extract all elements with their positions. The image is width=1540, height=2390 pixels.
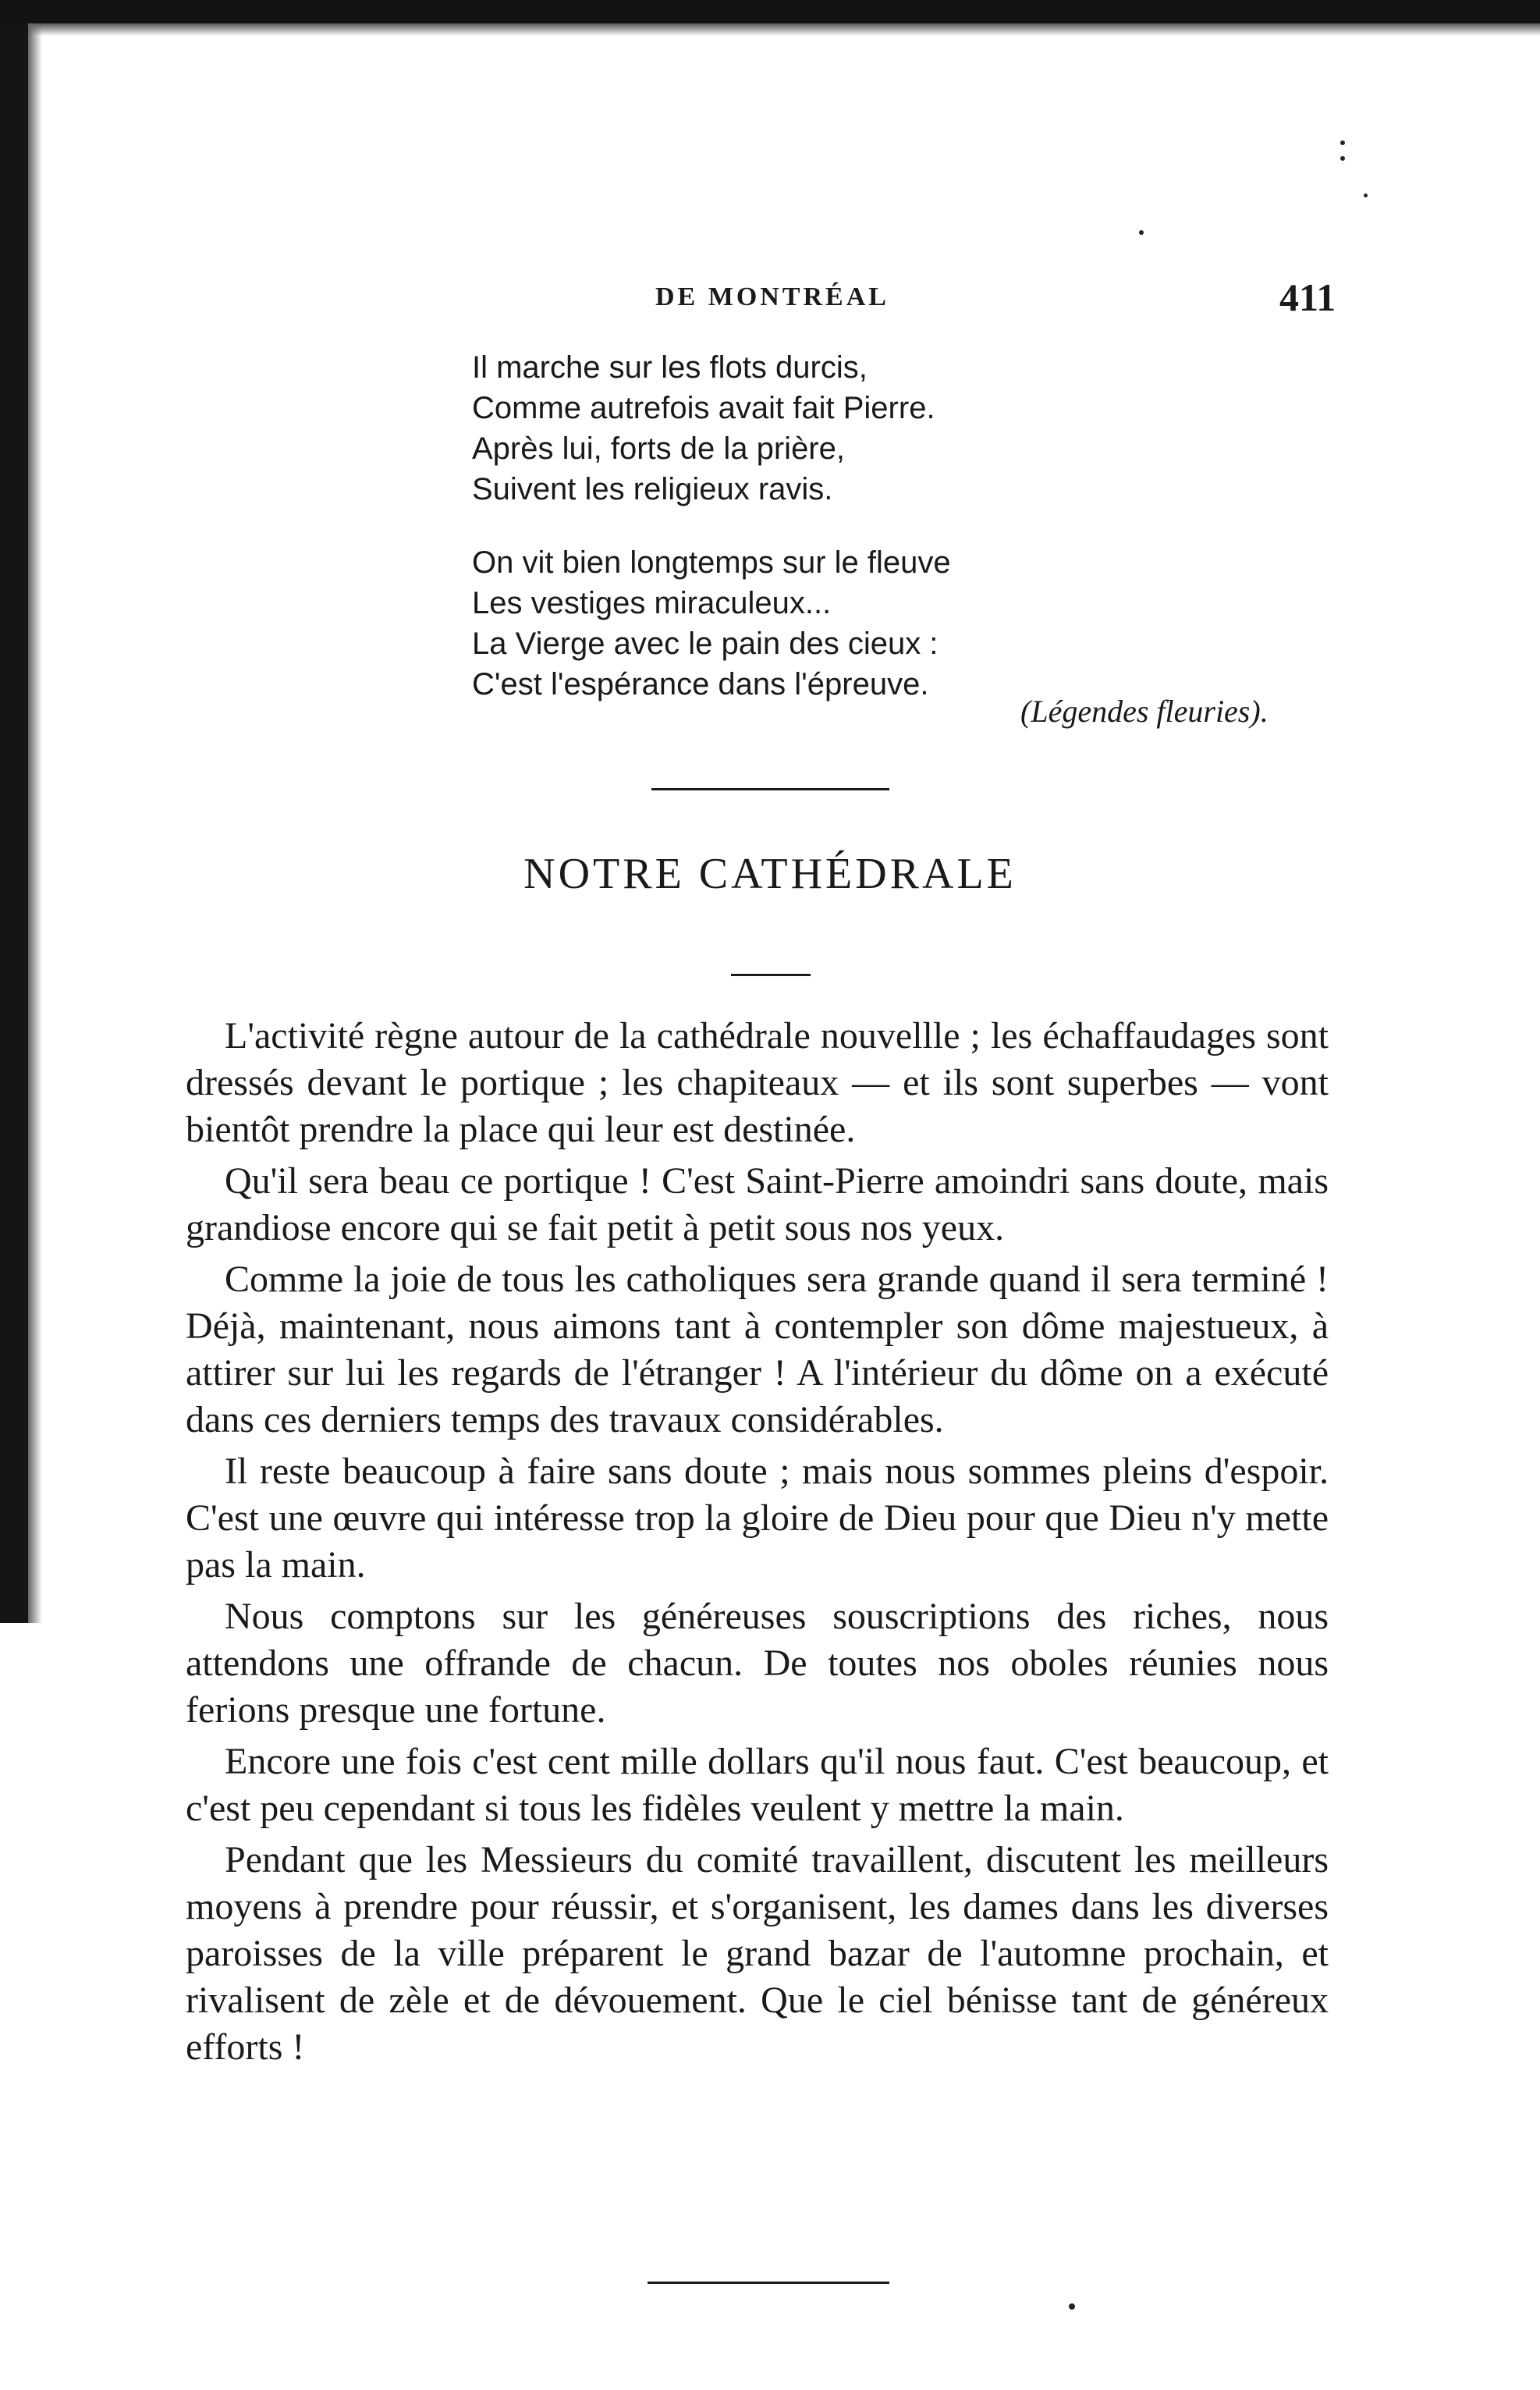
poem-line: On vit bien longtemps sur le fleuve (472, 545, 951, 580)
article-paragraph: Qu'il sera beau ce portique ! C'est Saint-Pierre amoindri sans doute, mais grandiose encore qui se fait petit à petit sous nos yeux. (186, 1160, 1329, 1248)
article-body (186, 1013, 1329, 2076)
scan-speck (1340, 156, 1345, 161)
title-underline (731, 974, 811, 976)
scan-speck (1069, 2303, 1075, 2310)
poem-line: Comme autrefois avait fait Pierre. (472, 391, 935, 425)
end-divider (648, 2282, 889, 2284)
scan-speck (1340, 140, 1345, 145)
scan-border-left (0, 23, 28, 1623)
article-paragraph: Nous comptons sur les généreuses souscriptions des riches, nous attendons une offrande de chacun. De toutes nos oboles réunies nous ferions presque une fortune. (186, 1596, 1329, 1731)
article-paragraph: L'activité règne autour de la cathédrale nouvellle ; les échaffaudages sont dressés devant le portique ; les chapiteaux — et ils sont superbes — vont bientôt prendre la place qui leur est destinée. (186, 1015, 1329, 1150)
poem-line: La Vierge avec le pain des cieux : (472, 627, 939, 661)
article-paragraph: Comme la joie de tous les catholiques sera grande quand il sera terminé ! Déjà, maintenant, nous aimons tant à contempler son dôme majestueux, à attirer sur lui les regards de l'étranger ! A l'intérieur du dôme on a exécuté dans ces derniers temps des travaux considérables. (186, 1259, 1329, 1440)
scan-speck (1139, 230, 1144, 235)
poem-line: C'est l'espérance dans l'épreuve. (472, 667, 929, 701)
poem-stanza (472, 347, 951, 510)
poem-stanza (472, 542, 951, 705)
poem-attribution: (Légendes fleuries). (1020, 694, 1269, 729)
poem-line: Suivent les religieux ravis. (472, 472, 833, 506)
article-title: NOTRE CATHÉDRALE (523, 850, 1017, 898)
article-paragraph: Il reste beaucoup à faire sans doute ; mais nous sommes pleins d'espoir. C'est une œuvre qui intéresse trop la gloire de Dieu pour que Dieu n'y mette pas la main. (186, 1451, 1329, 1586)
scan-speck (1364, 194, 1368, 197)
poem-line: Il marche sur les flots durcis, (472, 350, 868, 385)
article-paragraph: Encore une fois c'est cent mille dollars qu'il nous faut. C'est beaucoup, et c'est peu cependant si tous les fidèles veulent y mettre la main. (186, 1741, 1329, 1829)
scan-border-top (0, 0, 1540, 23)
poem-line: Les vestiges miraculeux... (472, 586, 832, 620)
running-head: DE MONTRÉAL (655, 282, 889, 311)
section-divider (651, 788, 889, 790)
article-paragraph: Pendant que les Messieurs du comité travaillent, discutent les meilleurs moyens à prendre pour réussir, et s'organisent, les dames dans les diverses paroisses de la ville préparent le grand bazar de l'automne prochain, et rivalisent de zèle et de dévouement. Que le ciel bénisse tant de généreux efforts ! (186, 1839, 1329, 2068)
poem-line: Après lui, forts de la prière, (472, 431, 845, 466)
poem (472, 347, 951, 737)
page-number: 411 (1279, 275, 1336, 319)
